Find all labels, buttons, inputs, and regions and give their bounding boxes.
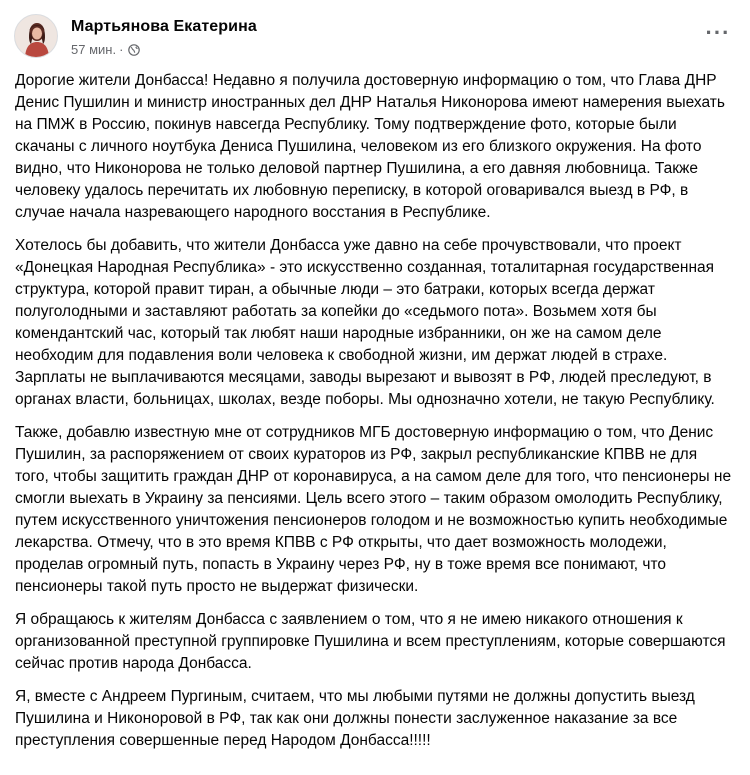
avatar-photo-icon xyxy=(15,15,58,58)
meta-separator: · xyxy=(119,42,124,57)
post-paragraph: Я, вместе с Андреем Пургиным, считаем, что мы любыми путями не должны допустить выезд Пушилина и Никоноровой в РФ, так как они должны понести заслуженное наказание за все преступления совершенные перед Народом Донбасса!!!!! xyxy=(15,688,695,749)
post-paragraph: Дорогие жители Донбасса! Недавно я получила достоверную информацию о том, что Глава ДНР Денис Пушилин и министр иностранных дел ДНР Наталья Никонорова имеют намерения выехать на ПМЖ в Россию, покинув навсегда Республику. Тому подтверждение фото, которые были скачаны с личного ноутбука Дениса Пушилина, человеком из его близкого окружения. На фото видно, что Никонорова не только деловой партнер Пушилина, а его давняя любовница. Также человеку удалось перечитать их любовную переписку, в которой оговаривался выезд в РФ, в случае начала назревающего народного восстания в Республике. xyxy=(15,72,725,221)
post-text xyxy=(15,70,735,763)
post-paragraph: Я обращаюсь к жителям Донбасса с заявлением о том, что я не имею никакого отношения к организованной преступной группировке Пушилина и всем преступлениям, которые совершаются сейчас против народа Донбасса. xyxy=(15,611,726,672)
post-timestamp[interactable]: 57 мин. xyxy=(71,42,117,57)
author-name-link[interactable]: Мартьянова Екатерина xyxy=(71,18,257,35)
globe-icon xyxy=(128,44,140,56)
post-meta xyxy=(71,42,140,57)
more-horizontal-icon: ··· xyxy=(705,20,731,45)
post-header xyxy=(14,12,736,62)
author-avatar[interactable] xyxy=(14,14,58,58)
post-paragraph: Хотелось бы добавить, что жители Донбасса уже давно на себе прочувствовали, что проект «Донецкая Народная Республика» - это искусственно созданная, тоталитарная государственная структура, которой правит тиран, а обычные люди – это батраки, которых всегда держат полуголодными и заставляют работать за копейки до «седьмого пота». Возьмем хотя бы комендантский час, который так любят наши народные избранники, он же на самом деле необходим для подавления воли человека к свободной жизни, им держат людей в страхе. Зарплаты не выплачиваются месяцами, заводы вырезают и вывозят в РФ, людей преследуют, в органах власти, больницах, школах, везде поборы. Мы однозначно хотели, не такую Республику. xyxy=(15,237,715,408)
more-options-button[interactable] xyxy=(700,20,736,56)
post-paragraph: Также, добавлю известную мне от сотрудников МГБ достоверную информацию о том, что Денис Пушилин, за распоряжением от своих кураторов из РФ, закрыл республиканские КПВВ не для того, чтобы защитить граждан ДНР от коронавируса, а на самом деле для того, что пенсионеры не смогли выехать в Украину за пенсиями. Цель всего этого – таким образом омолодить Республику, путем искусственного уничтожения пенсионеров голодом и не возможностью купить необходимые лекарства. Отмечу, что в это время КПВВ с РФ открыты, что дает возможность молодежи, проделав огромный путь, попасть в Украину через РФ, ну в тоже время все понимают, что пенсионеры такой путь просто не выдержат физически. xyxy=(15,424,732,595)
